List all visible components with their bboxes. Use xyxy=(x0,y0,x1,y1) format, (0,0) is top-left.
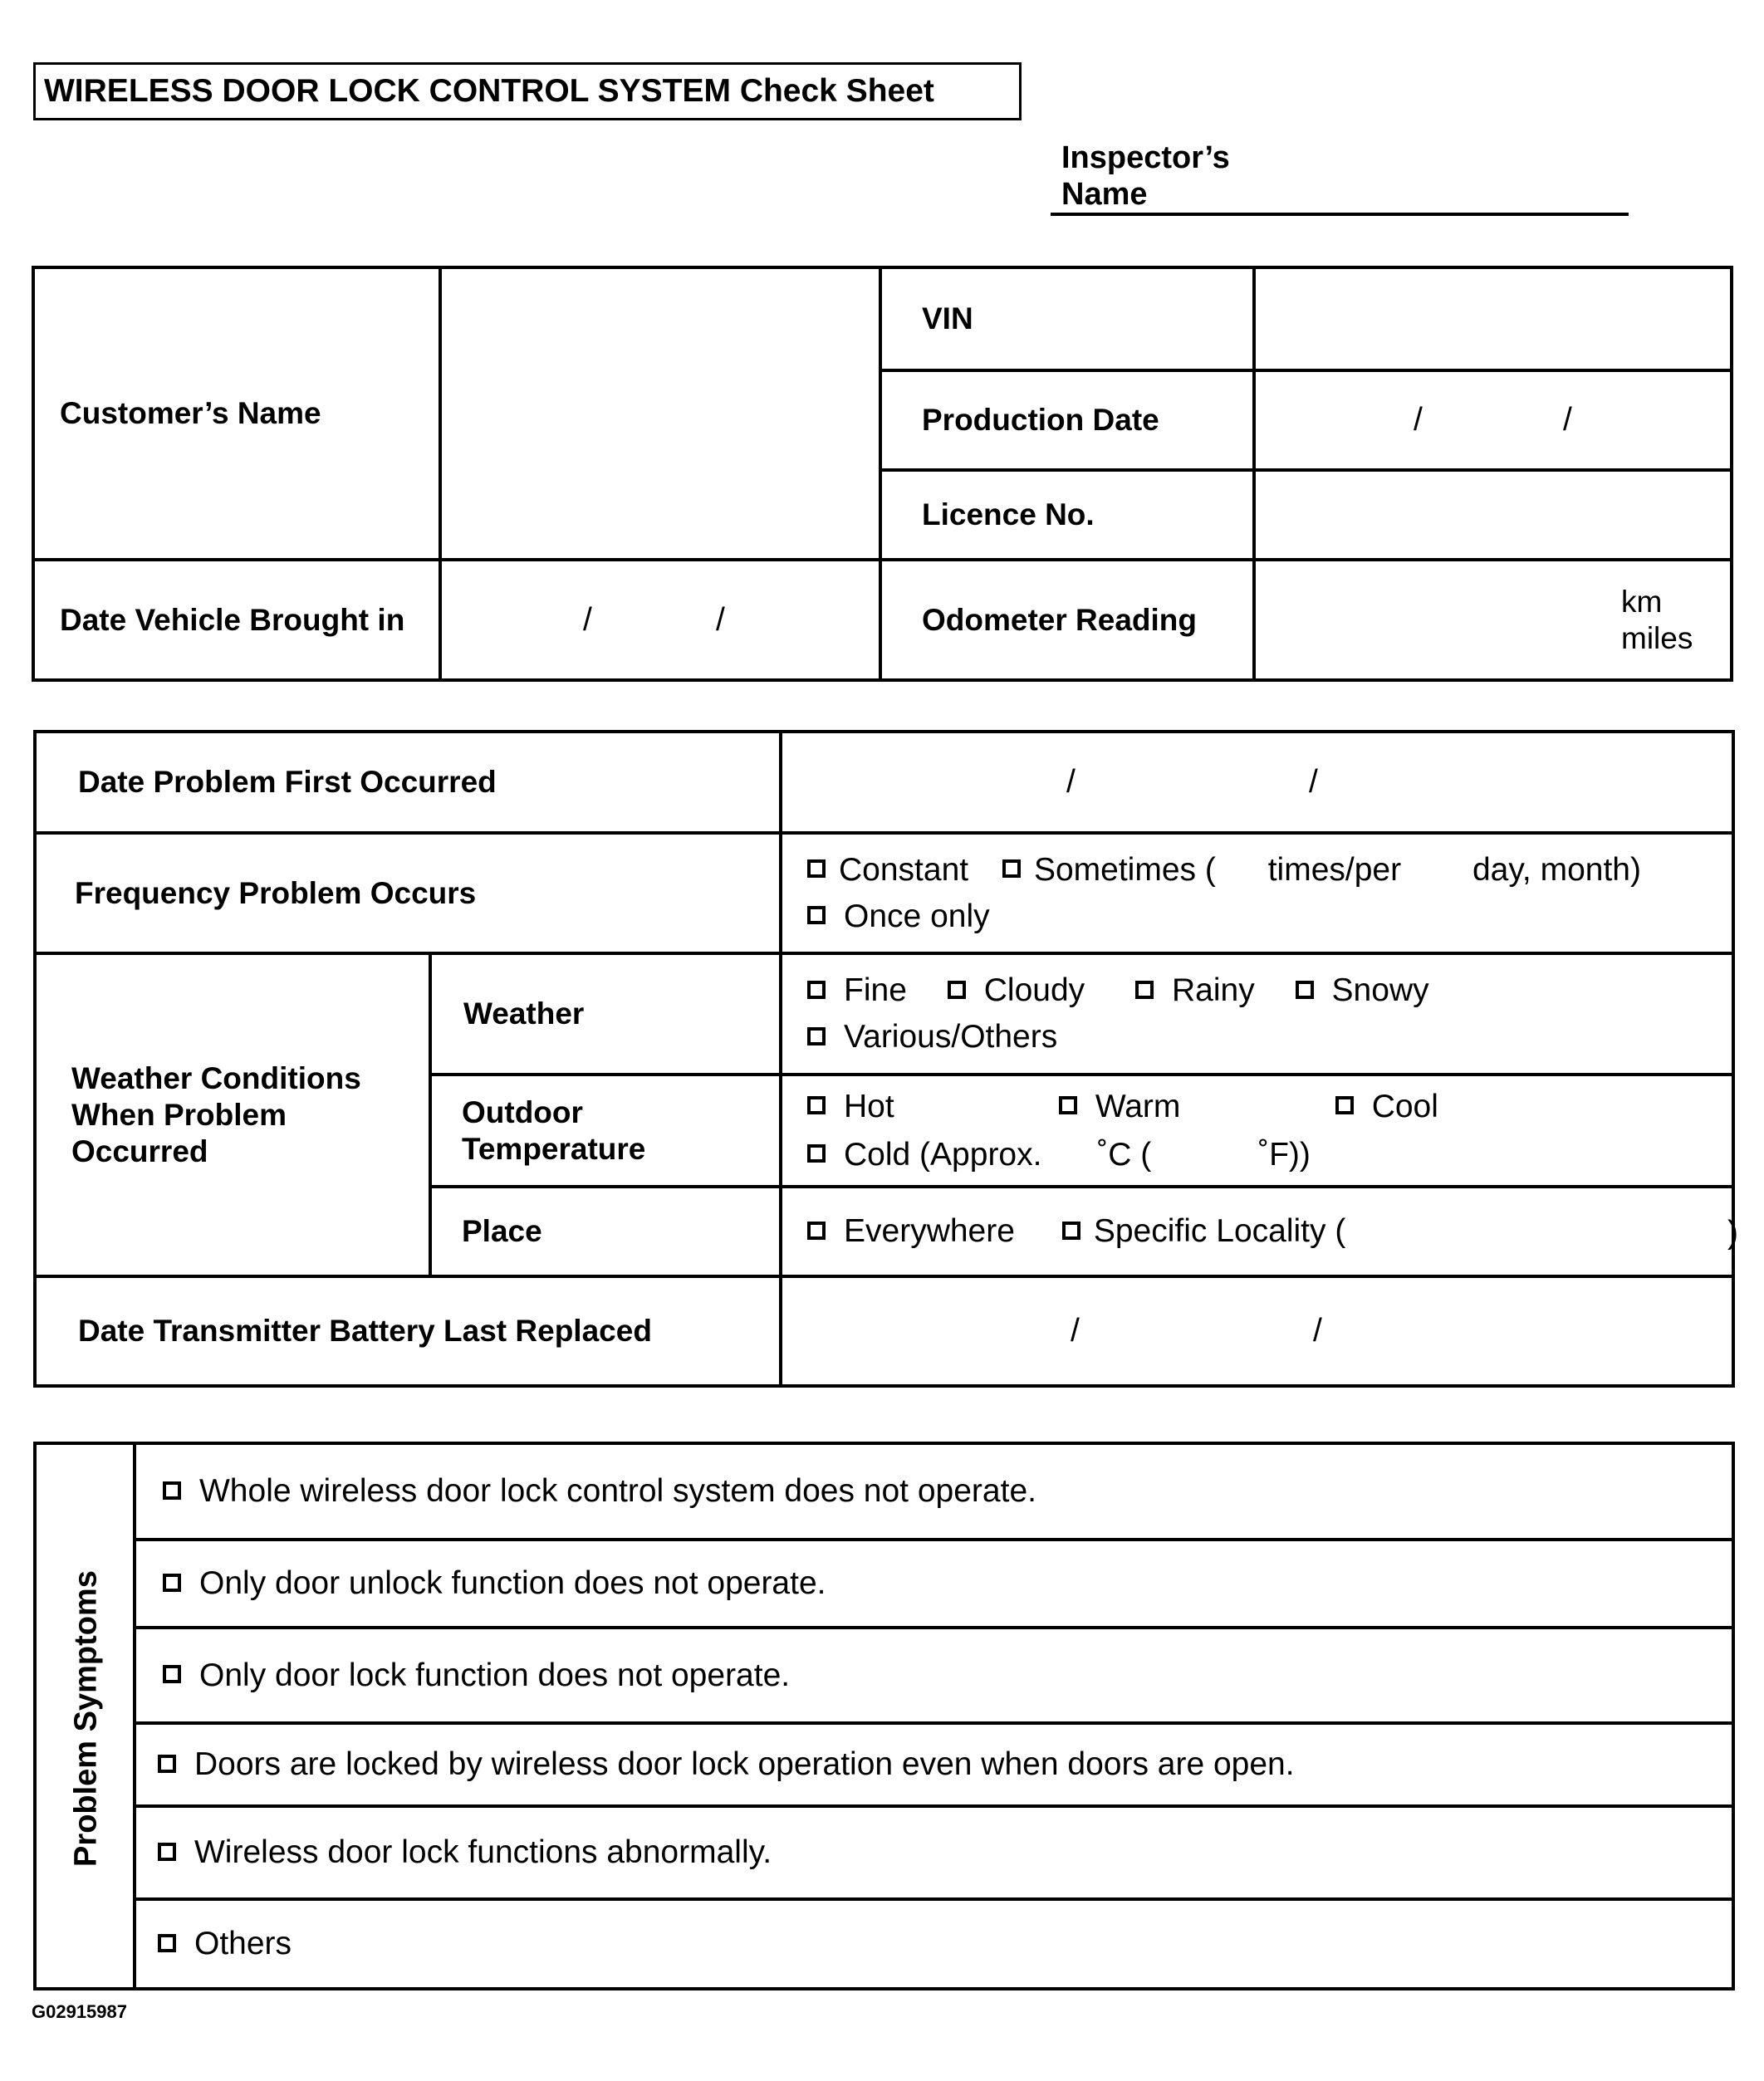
freq-times-per: times/per xyxy=(1267,851,1402,888)
checkbox-symptom-6[interactable] xyxy=(158,1934,176,1952)
place-options xyxy=(781,1187,1739,1276)
checkbox-once[interactable] xyxy=(807,906,826,924)
place-label: Place xyxy=(430,1187,781,1276)
symptom-row xyxy=(135,1806,1733,1899)
checkbox-sometimes[interactable] xyxy=(1002,859,1021,878)
odometer-label: Odometer Reading xyxy=(880,560,1254,680)
symptom-row xyxy=(135,1540,1733,1628)
temp-cool: Cool xyxy=(1371,1088,1438,1124)
symptom-row xyxy=(135,1723,1733,1806)
battery-sep2: / xyxy=(1313,1313,1322,1349)
temp-cold: Cold (Approx. xyxy=(844,1136,1042,1173)
battery-sep1: / xyxy=(1071,1313,1080,1349)
weather-group-label xyxy=(35,953,430,1276)
symptom-row xyxy=(135,1899,1733,1989)
unit-miles: miles xyxy=(1621,620,1693,655)
symptom-text: Only door unlock function does not operate. xyxy=(199,1565,826,1601)
freq-sometimes: Sometimes ( xyxy=(1033,851,1216,888)
odometer-field[interactable] xyxy=(1254,560,1732,680)
symptom-row xyxy=(135,1443,1733,1540)
date-first-sep1: / xyxy=(1066,764,1076,800)
inspector-label-line1: Inspector’s xyxy=(1061,140,1230,175)
weather-group-l1: Weather Conditions xyxy=(71,1060,361,1095)
symptoms-table xyxy=(33,1442,1735,1990)
freq-day-month: day, month) xyxy=(1472,851,1641,888)
inspector-name-label xyxy=(1061,140,1230,213)
weather-group-l2: When Problem xyxy=(71,1097,287,1132)
problem-info-table xyxy=(33,730,1739,1388)
symptom-text: Whole wireless door lock control system does not operate. xyxy=(199,1473,1036,1509)
checkbox-snowy[interactable] xyxy=(1296,981,1314,999)
checkbox-everywhere[interactable] xyxy=(807,1222,826,1240)
licence-label: Licence No. xyxy=(880,470,1254,560)
frequency-options xyxy=(781,833,1733,953)
inspector-name-field[interactable] xyxy=(1051,213,1629,216)
checkbox-symptom-3[interactable] xyxy=(163,1665,181,1683)
checkbox-cool[interactable] xyxy=(1335,1096,1354,1114)
temp-c: ˚C ( xyxy=(1097,1136,1152,1173)
checkbox-symptom-4[interactable] xyxy=(158,1755,176,1773)
temp-f: ˚F)) xyxy=(1258,1136,1311,1173)
problem-symptoms-side xyxy=(35,1443,135,1989)
date-brought-sep1: / xyxy=(583,601,592,638)
unit-km: km xyxy=(1621,584,1663,619)
weather-label: Weather xyxy=(430,953,781,1075)
checkbox-hot[interactable] xyxy=(807,1096,826,1114)
place-specific: Specific Locality ( xyxy=(1093,1213,1346,1249)
battery-date-field[interactable] xyxy=(781,1276,1733,1386)
date-brought-sep2: / xyxy=(716,601,725,638)
figure-code: G02915987 xyxy=(32,2001,127,2022)
weather-snowy: Snowy xyxy=(1331,972,1429,1008)
checkbox-symptom-2[interactable] xyxy=(163,1574,181,1592)
symptom-row xyxy=(135,1628,1733,1723)
freq-constant: Constant xyxy=(839,851,969,888)
vin-label: VIN xyxy=(880,267,1254,370)
temperature-label-l2: Temperature xyxy=(462,1131,646,1166)
battery-label: Date Transmitter Battery Last Replaced xyxy=(35,1276,781,1386)
checkbox-constant[interactable] xyxy=(807,859,826,878)
checkbox-cloudy[interactable] xyxy=(948,981,966,999)
production-date-sep1: / xyxy=(1414,402,1423,438)
checkbox-various[interactable] xyxy=(807,1027,826,1045)
symptom-text: Others xyxy=(194,1926,292,1961)
weather-various: Various/Others xyxy=(844,1019,1058,1055)
weather-group-l3: Occurred xyxy=(71,1134,208,1168)
temperature-label-l1: Outdoor xyxy=(462,1094,583,1129)
production-date-label: Production Date xyxy=(880,370,1254,470)
sheet-title: WIRELESS DOOR LOCK CONTROL SYSTEM Check Sheet xyxy=(33,62,1022,120)
weather-options xyxy=(781,953,1733,1075)
temperature-label xyxy=(430,1075,781,1187)
frequency-label: Frequency Problem Occurs xyxy=(35,833,781,953)
customer-name-field[interactable] xyxy=(440,267,880,560)
weather-rainy: Rainy xyxy=(1171,972,1255,1008)
checkbox-fine[interactable] xyxy=(807,981,826,999)
symptom-text: Only door lock function does not operate. xyxy=(199,1657,791,1693)
inspector-label-line2: Name xyxy=(1061,177,1148,212)
date-first-sep2: / xyxy=(1309,764,1318,800)
temp-warm: Warm xyxy=(1095,1088,1181,1124)
place-everywhere: Everywhere xyxy=(844,1213,1015,1249)
temp-hot: Hot xyxy=(844,1088,894,1124)
date-first-field[interactable] xyxy=(781,732,1733,833)
checkbox-rainy[interactable] xyxy=(1135,981,1154,999)
production-date-field[interactable] xyxy=(1254,370,1732,470)
freq-once: Once only xyxy=(844,898,990,934)
weather-fine: Fine xyxy=(844,972,907,1008)
checkbox-warm[interactable] xyxy=(1059,1096,1077,1114)
problem-symptoms-label: Problem Symptoms xyxy=(68,1570,104,1867)
licence-field[interactable] xyxy=(1254,470,1732,560)
temperature-options xyxy=(781,1075,1733,1187)
date-brought-field[interactable] xyxy=(440,560,880,680)
place-close: ) xyxy=(1727,1215,1739,1251)
date-brought-label: Date Vehicle Brought in xyxy=(33,560,440,680)
vehicle-info-table xyxy=(32,266,1733,682)
customer-name-label: Customer’s Name xyxy=(33,267,440,560)
date-first-label: Date Problem First Occurred xyxy=(35,732,781,833)
symptom-text: Doors are locked by wireless door lock operation even when doors are open. xyxy=(194,1746,1295,1782)
checkbox-symptom-1[interactable] xyxy=(163,1481,181,1500)
checkbox-specific[interactable] xyxy=(1062,1222,1080,1240)
vin-field[interactable] xyxy=(1254,267,1732,370)
symptom-text: Wireless door lock functions abnormally. xyxy=(194,1834,772,1870)
production-date-sep2: / xyxy=(1563,402,1572,438)
weather-cloudy: Cloudy xyxy=(983,972,1085,1008)
checkbox-symptom-5[interactable] xyxy=(158,1843,176,1861)
checkbox-cold[interactable] xyxy=(807,1144,826,1163)
